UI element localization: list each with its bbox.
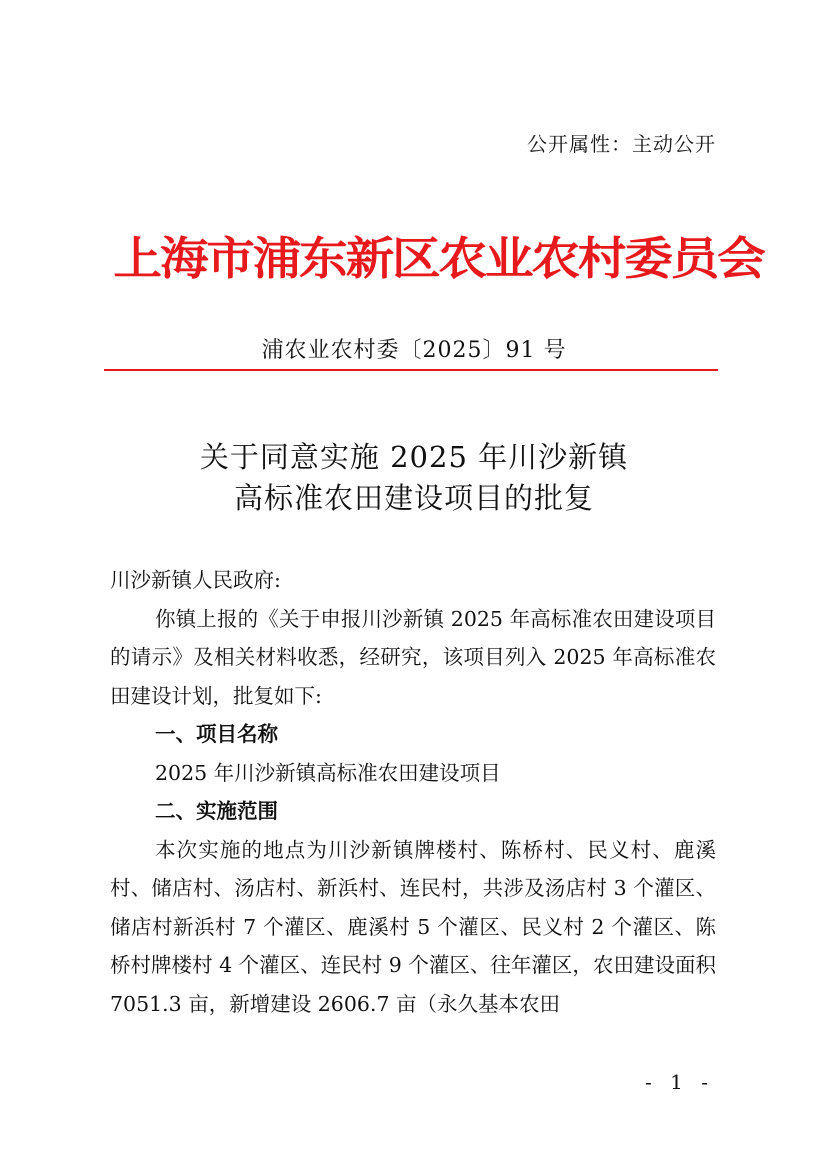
document-body [110,561,716,1023]
intro-paragraph: 你镇上报的《关于申报川沙新镇 2025 年高标准农田建设项目的请示》及相关材料收悉，经研究，该项目列入 2025 年高标准农田建设计划，批复如下: [110,606,716,708]
section-heading-project-name: 一、项目名称 [155,722,278,746]
section-heading-scope: 二、实施范围 [155,799,278,823]
page-number: - 1 - [645,1070,714,1094]
organization-name: 上海市浦东新区农业农村委员会 [113,232,764,285]
section-text-project-name: 2025 年川沙新镇高标准农田建设项目 [155,760,501,785]
addressee: 川沙新镇人民政府: [110,568,281,592]
document-number: 浦农业农村委〔2025〕91 号 [261,338,567,363]
section-text-scope: 本次实施的地点为川沙新镇牌楼村、陈桥村、民义村、鹿溪村、储店村、汤店村、新浜村、连民村，共涉及汤店村 3 个灌区、储店村新浜村 7 个灌区、鹿溪村 5 个灌区、民义村 2 个灌区、陈桥村牌楼村 4 个灌区、连民村 9 个灌区、往年灌区，农田建设面积 7051.3 亩，新增建设 2606.7 亩（永久基本农田 [110,837,716,1016]
document-title-line-1: 关于同意实施 2025 年川沙新镇 [199,440,629,474]
document-title-line-2: 高标准农田建设项目的批复 [233,481,594,515]
header-red-divider [104,369,718,371]
disclosure-attribute: 公开属性：主动公开 [527,132,716,156]
